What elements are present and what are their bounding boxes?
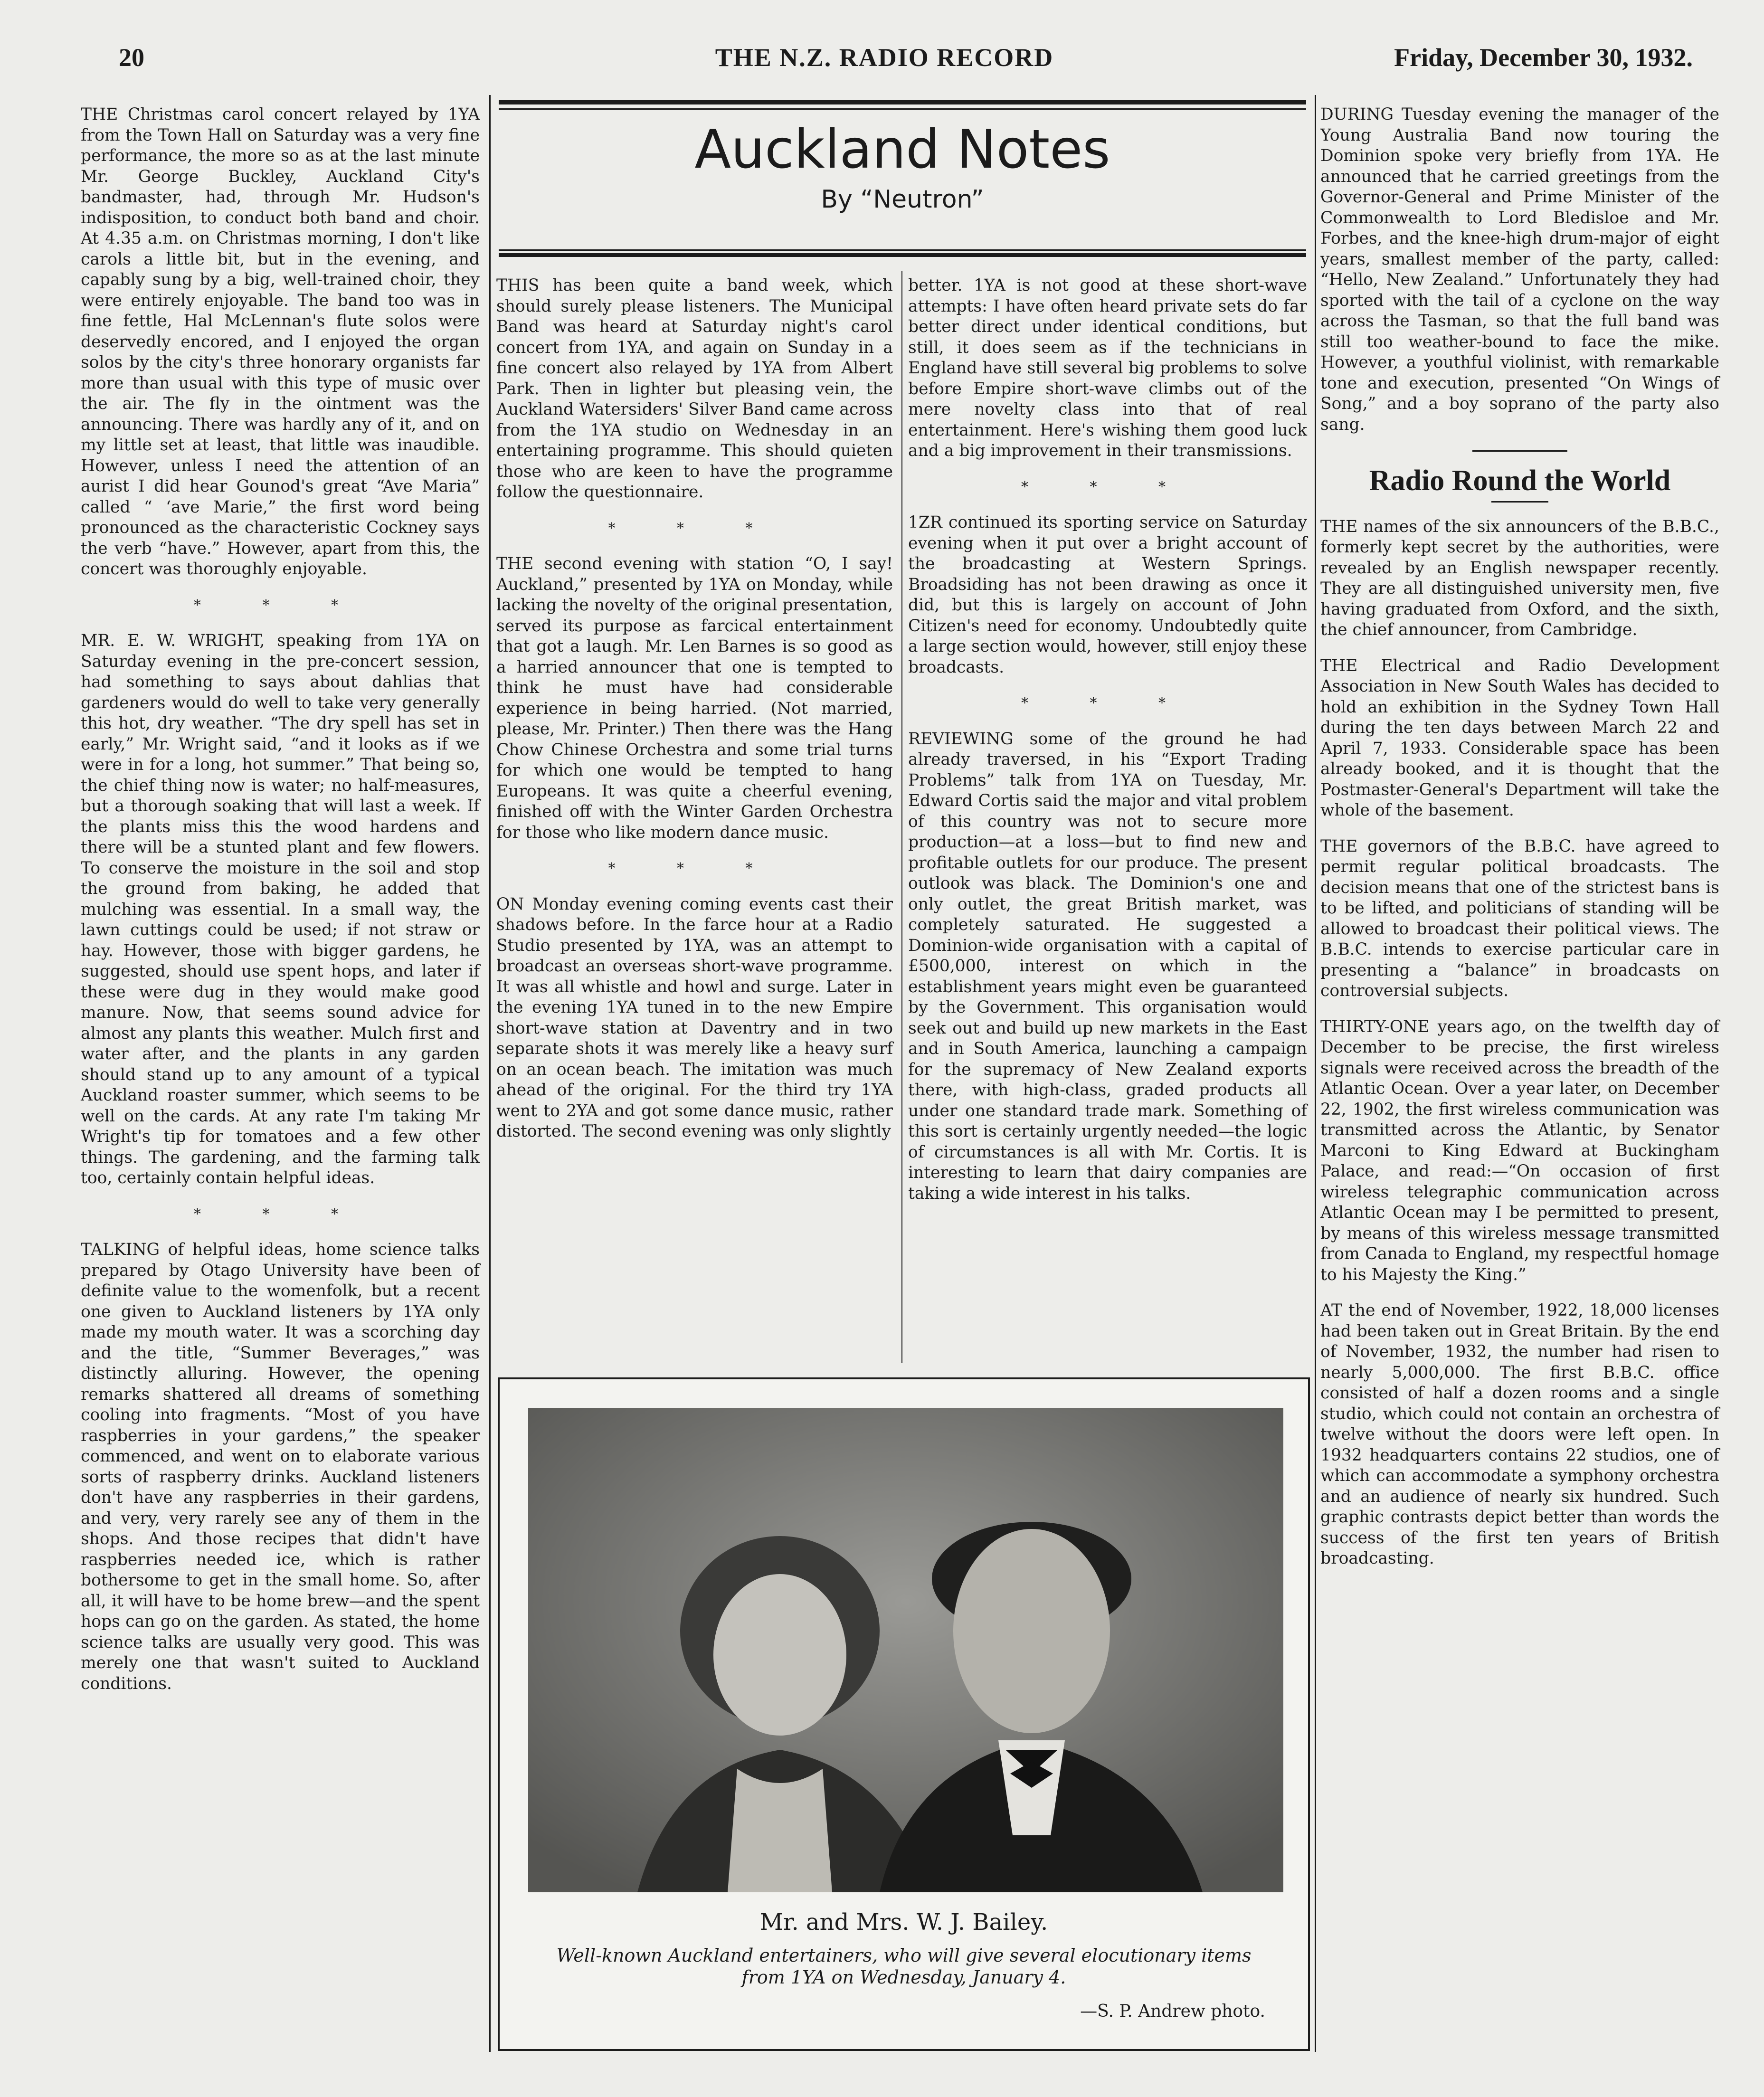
column-divider-left xyxy=(489,95,491,2052)
title-rule-bottom xyxy=(499,249,1306,251)
page-number: 20 xyxy=(119,43,144,72)
news-item: THE governors of the B.B.C. have agreed to permit regular political broadcasts. The decision means that one of the strictest bans is to be lifted, and politicians of standing will be allowed to broadcast their political views. The B.B.C. intends to exercise particular care in presenting a “balance” in broadcasts on controversial subjects. xyxy=(1320,836,1719,1000)
article-paragraph: ON Monday evening coming events cast their shadows before. In the farce hour at a Radio Studio presented by 1YA, was an attempt to broadcast an overseas short-wave programme. It was all whistle and howl and surge. Later in the evening 1YA tuned in to the new Empire short-wave station at Daventry and in two separate shots it was merely like a heavy surf on an ocean beach. The imitation was much ahead of the original. For the third try 1YA went to 2YA and got some dance music, rather distorted. The second evening was only slightly xyxy=(496,894,893,1141)
article-paragraph: THE second evening with station “O, I say! Auckland,” presented by 1YA on Monday, while lacking the novelty of the original presentation, served its purpose as farcical entertainment that got a laugh. Mr. Len Barnes is so good as a harried announcer that one is tempted to think he must have had considerable experience in being harried. (Not married, please, Mr. Printer.) Then there was the Hang Chow Chinese Orchestra and some trial turns for which one would be tempted to hang Europeans. It was quite a cheerful evening, finished off with the Winter Garden Orchestra for those who like modern dance music. xyxy=(496,554,893,842)
page-header xyxy=(76,33,1693,76)
title-rule-top xyxy=(499,100,1306,104)
publication-name: THE N.Z. RADIO RECORD xyxy=(715,43,1054,72)
portrait-photo xyxy=(528,1408,1283,1892)
photo-caption: Mr. and Mrs. W. J. Bailey. xyxy=(759,1909,1048,1936)
section-separator: * * * xyxy=(608,520,781,537)
feature-byline: By “Neutron” xyxy=(821,185,984,214)
section-rule xyxy=(1491,501,1548,503)
issue-date: Friday, December 30, 1932. xyxy=(1394,43,1693,72)
photo-box xyxy=(498,1377,1310,2051)
photo-credit: —S. P. Andrew photo. xyxy=(1080,2002,1265,2021)
feature-heading xyxy=(499,119,1306,214)
article-paragraph: better. 1YA is not good at these short-wave attempts: I have often heard private sets do far better direct under identical conditions, but still, it does seem as if the technicians in England have still several big problems to solve before Empire short-wave climbs out of the mere novelty class into that of real entertainment. Here's wishing them good luck and a big improvement in their transmissions. xyxy=(908,276,1307,460)
portrait-illustration xyxy=(528,1408,1283,1892)
news-item: THIRTY-ONE years ago, on the twelfth day of December to be precise, the first wireless signals were received across the breadth of the Atlantic Ocean. Over a year later, on December 22, 1902, the first wireless communication was transmitted across the Atlantic, by Senator Marconi to King Edward at Buckingham Palace, and read:—“On occasion of first wireless telegraphic communication across Atlantic Ocean may I be permitted to present, by means of this wireless message transmitted from Canada to England, my respectful homage to his Majesty the King.” xyxy=(1320,1017,1719,1284)
article-paragraph: TALKING of helpful ideas, home science talks prepared by Otago University have been of definite value to the womenfolk, but a recent one given to Auckland listeners by 1YA only made my mouth water. It was a scorching day and the title, “Summer Beverages,” was distinctly alluring. However, the opening remarks shattered all dreams of something cooling into fragments. “Most of you have raspberries in your gardens,” the speaker commenced, and went on to elaborate various sorts of raspberry drinks. Auckland listeners don't have any raspberries in their gardens, and very, very rarely see any of them in the shops. And those recipes that didn't have raspberries needed ice, which is rather bothersome to get in the small home. So, after all, it will have to be home brew—and the spent hops can go on the garden. As stated, the home science talks are usually very good. This was merely one that wasn't suited to Auckland conditions. xyxy=(81,1240,480,1693)
article-paragraph: 1ZR continued its sporting service on Saturday evening when it put over a bright account of the broadcasting at Western Springs. Broadsiding has not been drawing as once it did, but this is largely on account of John Citizen's need for economy. Undoubtedly quite a large section would, however, still enjoy these broadcasts. xyxy=(908,513,1307,677)
section-title: Radio Round the World xyxy=(1369,465,1671,497)
middle-column xyxy=(496,275,893,1158)
article-paragraph: REVIEWING some of the ground he had already traversed, in his “Export Trading Problems” talk from 1YA on Tuesday, Mr. Edward Cortis said the major and vital problem of this country was not to secure more production—at a loss—but to find new and profitable outlets for our produce. The present outlook was black. The Dominion's one and only outlet, the great British market, was completely saturated. He suggested a Dominion-wide organisation with a capital of £500,000, interest on which in the establishment years might even be guaranteed by the Government. This organisation would seek out and build up new markets in the East and in South America, launching a campaign for the supremacy of New Zealand exports there, with high-class, graded products all under one standard trade mark. Something of this sort is certainly urgently needed—the logic of circumstances is all with Mr. Cortis. It is interesting to learn that dairy companies are taking a wide interest in his talks. xyxy=(908,729,1307,1203)
left-column xyxy=(81,104,480,1709)
article-paragraph: MR. E. W. WRIGHT, speaking from 1YA on Saturday evening in the pre-concert session, had something to says about dahlias that gardeners would do well to take very generally this hot, dry weather. “The dry spell has set in early,” Mr. Wright said, “and it looks as if we were in for a long, hot summer.” That being so, the chief thing now is water; no half-measures, but a thorough soaking that will last a week. If the plants miss this the wood hardens and there will be a stunted plant and few flowers. To conserve the moisture in the soil and stop the ground from baking, he added that mulching was essential. In a small way, the lawn cuttings could be used; if not straw or hay. However, those with bigger gardens, he suggested, should use spent hops, and later if these were dug in they would make good manure. Now, that seems sound advice for almost any plants this weather. Mulch first and water after, and the plants in any garden should stand up to any amount of a typical Auckland roaster summer, which seems to be well on the cards. At any rate I'm taking Mr Wright's tip for tomatoes and a few other things. The gardening, and the farming talk too, certainly contain helpful ideas. xyxy=(81,631,480,1187)
news-item: THE Electrical and Radio Development Association in New South Wales has decided to hold an exhibition in the Sydney Town Hall during the ten days between March 22 and April 7, 1933. Considerable space has been already booked, and it is thought that the Postmaster-General's Department will take the whole of the basement. xyxy=(1320,656,1719,820)
news-item: THE names of the six announcers of the B.B.C., formerly kept secret by the authorities, were revealed by an English newspaper recently. They are all distinguished university men, five having graduated from Oxford, and the sixth, the chief announcer, from Cambridge. xyxy=(1320,517,1719,639)
title-rule-bottom-thick xyxy=(499,253,1306,257)
photo-subcaption: Well-known Auckland entertainers, who will give several elocutionary items from 1YA on Wednesday, January 4. xyxy=(556,1945,1252,1988)
column-divider-right xyxy=(1315,95,1316,2052)
section-separator: * * * xyxy=(193,1205,367,1223)
article-paragraph: DURING Tuesday evening the manager of the Young Australia Band now touring the Dominion spoke very briefly from 1YA. He announced that he carried greetings from the Governor-General and Prime Minister of the Commonwealth to Lord Bledisloe and Mr. Forbes, and the knee-high drum-major of eight years, smallest member of the party, called: “Hello, New Zealand.” Unfortunately they had sported with the tail of a cyclone on the way across the Tasman, so that the full band was still too weather-bound to face the mike. However, a youthful violinist, with remarkable tone and execution, presented “On Wings of Song,” and a boy soprano of the party also sang. xyxy=(1320,105,1719,434)
section-rule xyxy=(1472,450,1567,452)
right-column xyxy=(1320,104,1719,1585)
feature-title: Auckland Notes xyxy=(694,119,1110,180)
section-separator: * * * xyxy=(1021,695,1195,712)
article-paragraph: THIS has been quite a band week, which should surely please listeners. The Municipal Band was heard at Saturday night's carol concert from 1YA, and again on Sunday in a fine concert also relayed by 1YA from Albert Park. Then in lighter but pleasing vein, the Auckland Watersiders' Silver Band came across from the 1YA studio on Wednesday in an entertaining programme. This should quieten those who are keen to have the programme follow the questionnaire. xyxy=(496,276,893,502)
section-separator: * * * xyxy=(608,860,781,877)
article-paragraph: THE Christmas carol concert relayed by 1YA from the Town Hall on Saturday was a very fine performance, the more so as at the last minute Mr. George Buckley, Auckland City's bandmaster, had, through Mr. Hudson's indisposition, to conduct both band and choir. At 4.35 a.m. on Christmas morning, I don't like carols a little bit, but in the evening, and capably sung by a big, well-trained choir, they were entirely enjoyable. The band too was in fine fettle, Hal McLennan's flute solos were deservedly encored, and I enjoyed the organ solos by the city's three honorary organists far more than usual with this type of music over the air. The fly in the ointment was the announcing. There was hardly any of it, and on my little set at least, that little was inaudible. However, unless I need the attention of an aurist I did hear Gounod's great “Ave Maria” called “ ‘ave Marie,” the first word being pronounced as the characteristic Cockney says the verb “have.” However, apart from this, the concert was thoroughly enjoyable. xyxy=(81,105,480,579)
section-separator: * * * xyxy=(193,597,367,614)
section-separator: * * * xyxy=(1021,478,1195,495)
column-divider-middle xyxy=(901,271,902,1363)
right-middle-column xyxy=(908,275,1307,1219)
news-item: AT the end of November, 1922, 18,000 licenses had been taken out in Great Britain. By the end of November, 1932, the number had risen to nearly 5,000,000. The first B.B.C. office consisted of half a dozen rooms and a single studio, which could not contain an orchestra of twelve without the doors were left open. In 1932 headquarters contains 22 studios, one of which can accommodate a symphony orchestra and an audience of nearly six hundred. Such graphic contrasts depict better than words the success of the first ten years of British broadcasting. xyxy=(1320,1301,1719,1568)
title-rule-top-thin xyxy=(499,108,1306,110)
